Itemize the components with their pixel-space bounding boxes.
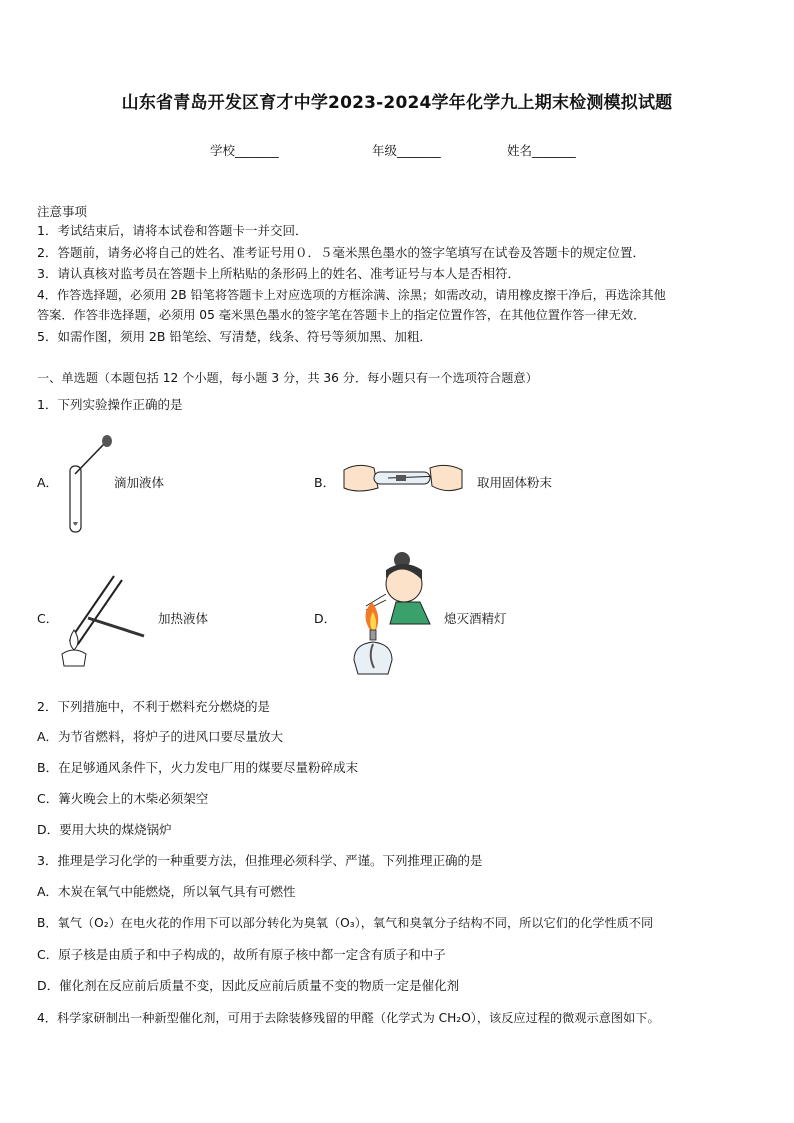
- test-tube-powder-figure: [338, 458, 468, 500]
- q3-option-b[interactable]: B．氧气（O₂）在电火花的作用下可以部分转化为臭氧（O₃），氧气和臭氧分子结构不同，所以它们的化学性质不同: [37, 916, 654, 930]
- name-field[interactable]: 姓名_______: [507, 143, 576, 158]
- q2-option-d[interactable]: D．要用大块的煤烧锅炉: [37, 822, 172, 837]
- question-2-stem: 2．下列措施中，不利于燃料充分燃烧的是: [37, 699, 270, 714]
- note-item: 2．答题前，请务必将自己的姓名、准考证号用０．５毫米黑色墨水的签字笔填写在试卷及答题卡的规定位置．: [37, 245, 645, 260]
- heating-test-tube-figure: [58, 570, 148, 670]
- q2-option-a[interactable]: A．为节省燃料，将炉子的进风口要尽量放大: [37, 729, 284, 744]
- question-4-stem: 4．科学家研制出一种新型催化剂，可用于去除装修残留的甲醛（化学式为 CH₂O），该反应过程的微观示意图如下。: [37, 1011, 660, 1025]
- q2-option-b[interactable]: B．在足够通风条件下，火力发电厂用的煤要尽量粉碎成末: [37, 760, 359, 775]
- q1-option-d-text: 熄灭酒精灯: [444, 611, 507, 626]
- note-item: 4．作答选择题，必须用 2B 铅笔将答题卡上对应选项的方框涂满、涂黑；如需改动，请用橡皮擦干净后，再选涂其他: [37, 288, 666, 302]
- note-item: 5．如需作图，须用 2B 铅笔绘、写清楚，线条、符号等须加黑、加粗．: [37, 329, 432, 344]
- q1-option-a-text: 滴加液体: [114, 475, 165, 490]
- notes-heading: 注意事项: [37, 204, 88, 219]
- question-3-stem: 3．推理是学习化学的一种重要方法，但推理必须科学、严谨。下列推理正确的是: [37, 853, 483, 868]
- q1-option-a-letter[interactable]: A．: [37, 475, 59, 490]
- q3-option-d[interactable]: D．催化剂在反应前后质量不变，因此反应前后质量不变的物质一定是催化剂: [37, 978, 460, 993]
- blowing-out-lamp-figure: [346, 544, 436, 684]
- q1-option-b-text: 取用固体粉末: [477, 475, 553, 490]
- q2-option-c[interactable]: C．篝火晚会上的木柴必须架空: [37, 791, 209, 806]
- question-1-stem: 1．下列实验操作正确的是: [37, 397, 183, 412]
- note-item: 3．请认真核对监考员在答题卡上所粘贴的条形码上的姓名、准考证号与本人是否相符．: [37, 266, 520, 281]
- q3-option-c[interactable]: C．原子核是由质子和中子构成的，故所有原子核中都一定含有质子和中子: [37, 947, 446, 962]
- q1-option-c-text: 加热液体: [158, 611, 209, 626]
- q1-option-c-letter[interactable]: C．: [37, 611, 59, 626]
- section-heading: 一、单选题（本题包括 12 个小题，每小题 3 分，共 36 分．每小题只有一个选项符合题意）: [37, 371, 538, 385]
- note-item: 答案．作答非选择题，必须用 05 毫米黑色墨水的签字笔在答题卡上的指定位置作答，在其他位置作答一律无效．: [37, 308, 646, 322]
- note-item: 1．考试结束后，请将本试卷和答题卡一并交回．: [37, 223, 308, 238]
- school-field[interactable]: 学校_______: [210, 143, 279, 158]
- q1-option-d-letter[interactable]: D．: [314, 611, 337, 626]
- page-title: 山东省青岛开发区育才中学2023-2024学年化学九上期末检测模拟试题: [121, 93, 673, 113]
- q3-option-a[interactable]: A．木炭在氧气中能燃烧，所以氧气具有可燃性: [37, 884, 296, 899]
- dropper-figure: [60, 432, 120, 536]
- grade-field[interactable]: 年级_______: [372, 143, 441, 158]
- q1-option-b-letter[interactable]: B．: [314, 475, 336, 490]
